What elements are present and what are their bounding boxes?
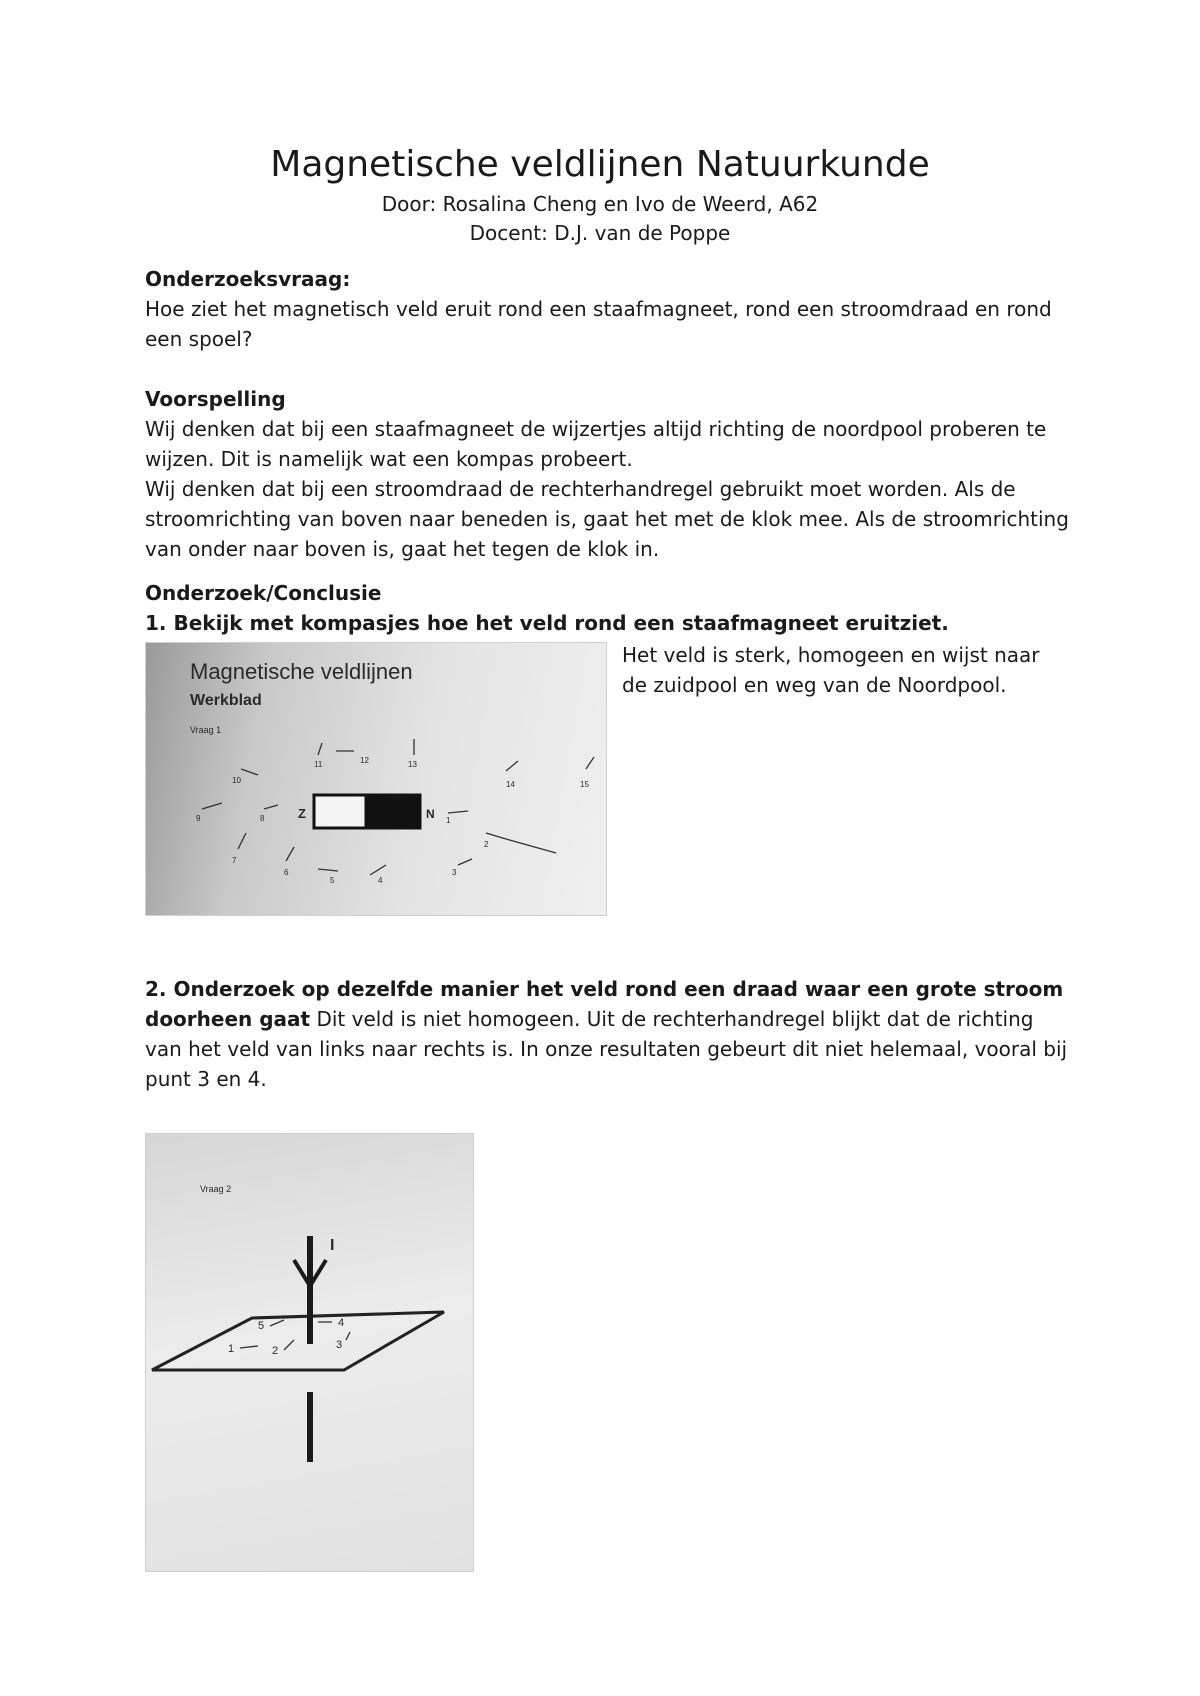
research-question-heading: Onderzoeksvraag: [145, 267, 351, 291]
compass-number: 4 [338, 1317, 345, 1329]
pole-n-label: N [426, 807, 435, 821]
compass-number: 3 [336, 1339, 343, 1351]
compass-number: 9 [196, 814, 201, 823]
compass-number: 5 [258, 1320, 265, 1332]
research-question-text: Hoe ziet het magnetisch veld eruit rond een staafmagneet, rond een stroomdraad en rond een spoel? [145, 297, 1052, 351]
compass-number: 3 [452, 868, 457, 877]
current-wire-worksheet-photo [145, 1133, 474, 1572]
wire-compass-arrows [240, 1320, 350, 1350]
compass-number: 14 [506, 780, 515, 789]
prediction-paragraph-2: Wij denken dat bij een stroomdraad de rechterhandregel gebruikt moet worden. Als de stroomrichting van boven naar beneden is, gaat het met de klok mee. Als de stroomrichting van onder naar boven is, gaat het tegen de klok in. [145, 477, 1069, 561]
prediction-section [145, 384, 1075, 564]
current-label: I [330, 1237, 335, 1254]
question-1-heading: 1. Bekijk met kompasjes hoe het veld rond een staafmagneet eruitziet. [145, 611, 949, 635]
prediction-heading: Voorspelling [145, 387, 286, 411]
compass-number: 4 [378, 876, 383, 885]
question-2-section [145, 974, 1075, 1094]
plane-outline [152, 1312, 444, 1370]
photo1-question: Vraag 1 [190, 725, 222, 735]
compass-number: 2 [272, 1345, 279, 1357]
compass-number: 6 [284, 868, 289, 877]
document-header [0, 140, 1200, 248]
document-title: Magnetische veldlijnen Natuurkunde [270, 144, 930, 185]
compass-number: 7 [232, 856, 237, 865]
photo1-subtitle: Werkblad [190, 692, 262, 709]
research-question-section [145, 264, 1075, 354]
bar-magnet-worksheet-photo [145, 642, 607, 916]
teacher-line: Docent: D.J. van de Poppe [469, 221, 731, 245]
photo1-title: Magnetische veldlijnen [190, 659, 413, 684]
compass-number: 15 [580, 780, 589, 789]
question-2-answer: Dit veld is niet homogeen. Uit de rechterhandregel blijkt dat de richting van het veld van links naar rechts is. In onze resultaten gebeurt dit niet helemaal, vooral bij punt 3 en 4. [145, 1007, 1068, 1091]
magnet-south-half [314, 795, 366, 828]
compass-number: 8 [260, 814, 265, 823]
compass-number: 13 [408, 760, 417, 769]
magnet-north-half [366, 795, 420, 828]
compass-number: 1 [446, 816, 451, 825]
pole-z-label: Z [298, 806, 306, 821]
question-2-heading: 2. Onderzoek op dezelfde manier het veld rond een draad waar een grote stroom doorheen gaat [145, 977, 1064, 1031]
photo2-question: Vraag 2 [200, 1184, 232, 1194]
investigation-heading: Onderzoek/Conclusie [145, 581, 382, 605]
compass-number: 10 [232, 776, 241, 785]
compass-number: 2 [484, 840, 489, 849]
investigation-section [145, 578, 1075, 638]
question-1-answer: Het veld is sterk, homogeen en wijst naar de zuidpool en weg van de Noordpool. [622, 643, 1040, 697]
authors-line: Door: Rosalina Cheng en Ivo de Weerd, A62 [381, 192, 819, 216]
compass-number: 11 [314, 760, 323, 769]
compass-number: 12 [360, 756, 369, 765]
compass-number: 5 [330, 876, 335, 885]
prediction-paragraph-1: Wij denken dat bij een staafmagneet de wijzertjes altijd richting de noordpool proberen te wijzen. Dit is namelijk wat een kompas probeert. [145, 417, 1047, 471]
compass-number: 1 [228, 1343, 235, 1355]
